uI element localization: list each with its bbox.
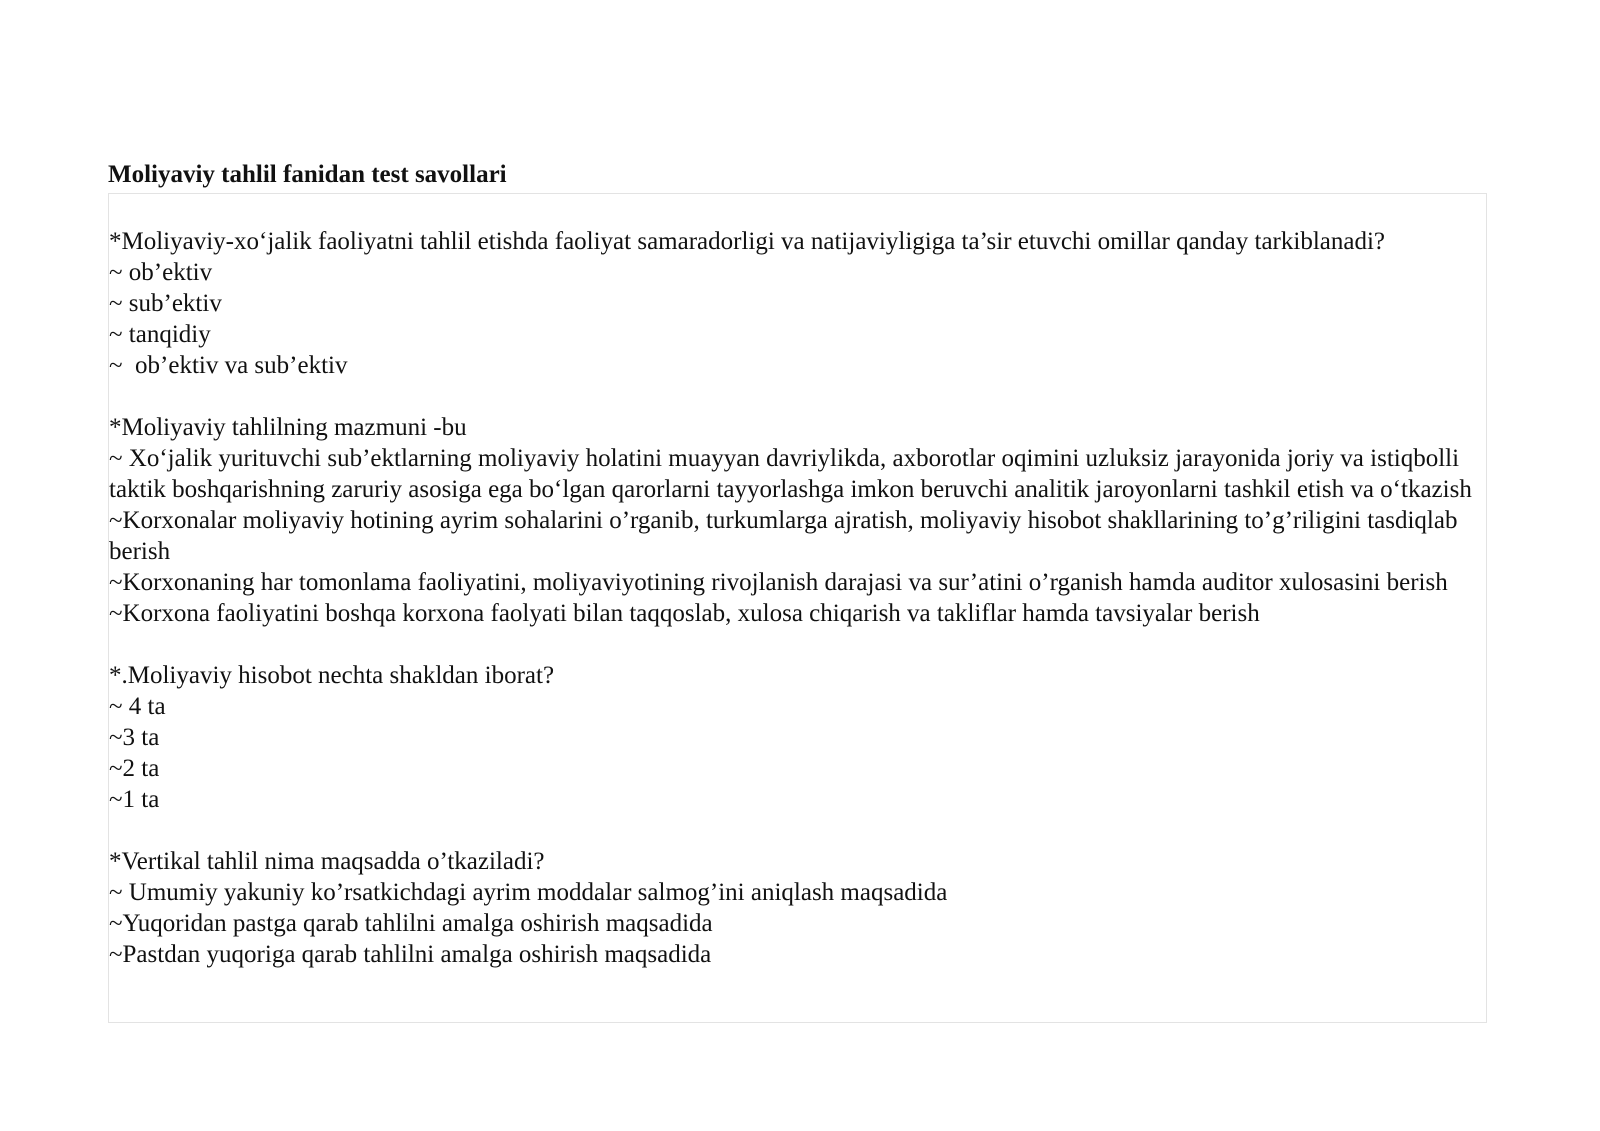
question-text: *Moliyaviy tahlilning mazmuni -bu: [109, 414, 467, 441]
answer-option: ~ ob’ektiv: [109, 259, 213, 286]
question-block: [109, 226, 1485, 381]
answer-option: ~Korxona faoliyatini boshqa korxona faolyati bilan taqqoslab, xulosa chiqarish va takliflar hamda tavsiyalar berish: [109, 600, 1260, 627]
question-block: [109, 846, 1485, 970]
question-text: *Moliyaviy-xo‘jalik faoliyatni tahlil etishda faoliyat samaradorligi va natijaviyligiga ta’sir etuvchi omillar qanday tarkiblanadi?: [109, 228, 1386, 255]
answer-option: ~Korxonalar moliyaviy hotining ayrim sohalarini o’rganib, turkumlarga ajratish, moliyaviy hisobot shakllarining to’g’riligini tasdiqlab berish: [109, 507, 1464, 565]
answer-option: ~ ob’ektiv va sub’ektiv: [109, 352, 348, 379]
answer-option: ~ Xo‘jalik yurituvchi sub’ektlarning moliyaviy holatini muayyan davriylikda, axborotlar oqimini uzluksiz jarayonida joriy va istiqbolli taktik boshqarishning zaruriy asosiga ega bo‘lgan qarorlarni tayyorlashga imkon beruvchi analitik jaroyonlarni tashkil etish va o‘tkazish: [109, 445, 1472, 503]
question-block: [109, 660, 1485, 815]
question-block: [109, 412, 1485, 629]
answer-option: ~ Umumiy yakuniy ko’rsatkichdagi ayrim moddalar salmog’ini aniqlash maqsadida: [109, 879, 948, 906]
answer-option: ~Pastdan yuqoriga qarab tahlilni amalga oshirish maqsadida: [109, 941, 712, 968]
answer-option: ~1 ta: [109, 786, 160, 813]
answer-option: ~ tanqidiy: [109, 321, 211, 348]
question-text: *.Moliyaviy hisobot nechta shakldan iborat?: [109, 662, 555, 689]
question-text: *Vertikal tahlil nima maqsadda o’tkaziladi?: [109, 848, 545, 875]
answer-option: ~2 ta: [109, 755, 160, 782]
questions-list: [109, 226, 1485, 970]
answer-option: ~Yuqoridan pastga qarab tahlilni amalga oshirish maqsadida: [109, 910, 713, 937]
answer-option: ~3 ta: [109, 724, 160, 751]
answer-option: ~ sub’ektiv: [109, 290, 222, 317]
answer-option: ~Korxonaning har tomonlama faoliyatini, moliyaviyotining rivojlanish darajasi va sur’atini o’rganish hamda auditor xulosasini berish: [109, 569, 1448, 596]
answer-option: ~ 4 ta: [109, 693, 166, 720]
document-title: Moliyaviy tahlil fanidan test savollari: [108, 161, 507, 188]
